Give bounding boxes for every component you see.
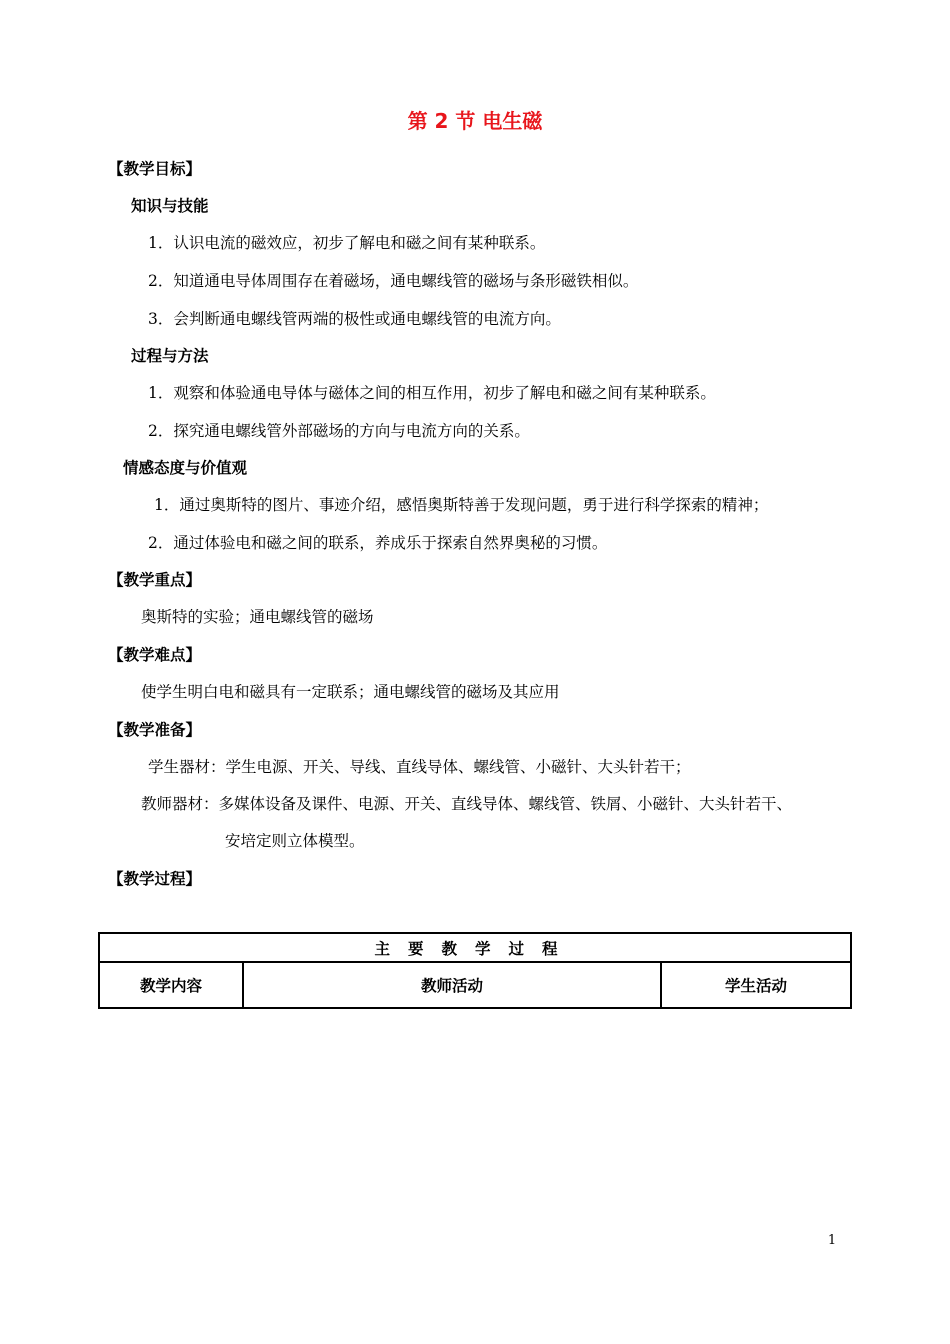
column-header-content: 教学内容 [99, 962, 243, 1008]
teaching-process-heading: 【教学过程】 [108, 870, 202, 888]
objectives-heading: 【教学目标】 [108, 160, 202, 178]
knowledge-item-2: 2．知道通电导体周围存在着磁场，通电螺线管的磁场与条形磁铁相似。 [148, 272, 639, 290]
teaching-process-table [98, 932, 852, 1009]
emotion-item-2: 2．通过体验电和磁之间的联系，养成乐于探索自然界奥秘的习惯。 [148, 534, 608, 552]
process-item-1: 1．观察和体验通电导体与磁体之间的相互作用，初步了解电和磁之间有某种联系。 [148, 384, 716, 402]
key-points-heading: 【教学重点】 [108, 571, 202, 589]
process-method-heading: 过程与方法 [131, 347, 209, 365]
knowledge-item-3: 3．会判断通电螺线管两端的极性或通电螺线管的电流方向。 [148, 310, 561, 328]
knowledge-item-1: 1．认识电流的磁效应，初步了解电和磁之间有某种联系。 [148, 234, 546, 252]
column-header-student-activity: 学生活动 [661, 962, 851, 1008]
emotion-values-heading: 情感态度与价值观 [123, 459, 248, 477]
student-equipment: 学生器材：学生电源、开关、导线、直线导体、螺线管、小磁针、大头针若干； [148, 758, 691, 776]
process-item-2: 2．探究通电螺线管外部磁场的方向与电流方向的关系。 [148, 422, 530, 440]
difficulties-heading: 【教学难点】 [108, 646, 202, 664]
table-title: 主要教学过程 [99, 933, 851, 962]
difficulties-text: 使学生明白电和磁具有一定联系；通电螺线管的磁场及其应用 [141, 683, 560, 701]
knowledge-skills-heading: 知识与技能 [131, 197, 209, 215]
key-points-text: 奥斯特的实验；通电螺线管的磁场 [141, 608, 374, 626]
teacher-equipment-line-2: 安培定则立体模型。 [225, 832, 365, 850]
emotion-item-1: 1．通过奥斯特的图片、事迹介绍，感悟奥斯特善于发现问题，勇于进行科学探索的精神； [154, 496, 769, 514]
document-title: 第 2 节 电生磁 [407, 109, 543, 133]
teacher-equipment-line-1: 教师器材：多媒体设备及课件、电源、开关、直线导体、螺线管、铁屑、小磁针、大头针若干、 [141, 795, 793, 813]
column-header-teacher-activity: 教师活动 [243, 962, 661, 1008]
preparation-heading: 【教学准备】 [108, 721, 202, 739]
page-number: 1 [827, 1233, 837, 1248]
